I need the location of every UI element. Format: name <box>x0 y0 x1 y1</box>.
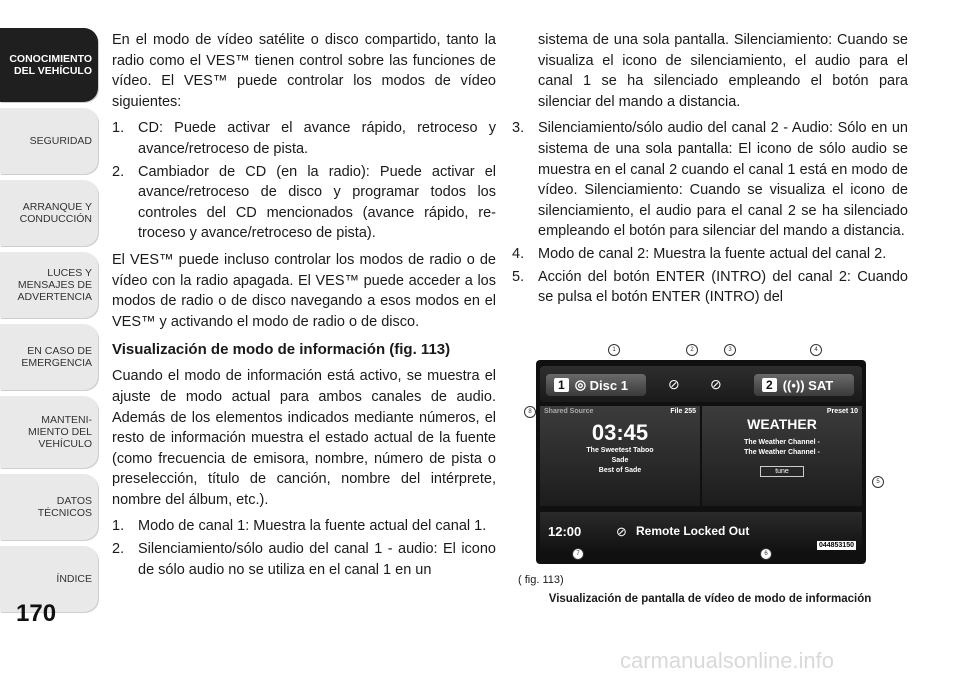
channel-1-panel <box>540 406 700 506</box>
list-number: 1. <box>112 518 125 535</box>
list-item <box>512 244 908 265</box>
section-heading: Visualización de modo de información (fig. 113) <box>112 341 451 359</box>
list-number: 2. <box>112 163 125 180</box>
channel-1-label: Disc 1 <box>589 377 628 393</box>
right-column <box>512 30 908 310</box>
tab-conocimiento-del-vehiculo[interactable]: CONOCIMIENTO DEL VEHÍCULO <box>0 28 98 102</box>
list-item <box>112 118 496 159</box>
preset-number: Preset 10 <box>826 408 858 415</box>
lock-icon: ⊘ <box>616 524 627 539</box>
paragraph: Cuando el modo de información está activo, se muestra el ajuste de modo actual para ambos canales de audio. Además de los elementos indicados mediante números, el resto de información muestra el estado actual de la fuente (como frecuencia de emisora, nombre, número de pista o preselección, título de canción, nombre del intérprete, nombre del álbum, etc.). <box>112 368 496 508</box>
artist-name: Sade <box>611 457 629 464</box>
callout-2: 2 <box>686 344 698 356</box>
list-text: Silenciamiento/sólo audio del canal 1 - audio: El icono de sólo audio no se utiliza en el canal 1 en un <box>138 541 496 578</box>
callout-8: 8 <box>524 406 536 418</box>
shared-source-label: Shared Source <box>544 408 594 415</box>
list-text: CD: Puede activar el avance rápido, retroceso y avance/retroceso de pista. <box>138 120 496 157</box>
satellite-icon: ((•)) <box>782 377 809 393</box>
clock: 12:00 <box>548 524 582 539</box>
tab-mantenimiento[interactable]: MANTENI- MIENTO DEL VEHÍCULO <box>0 396 98 468</box>
tab-seguridad[interactable]: SEGURIDAD <box>0 108 98 174</box>
list-number: 1. <box>112 120 125 137</box>
channel-2-label: SAT <box>808 377 834 393</box>
channel-name: WEATHER <box>747 416 817 432</box>
list-text: Modo de canal 1: Muestra la fuente actual del canal 1. <box>138 518 487 535</box>
paragraph: El VES™ puede incluso controlar los modos de radio o de vídeo con la radio apagada. El VES™ puede acceder a los modos de radio o de disco navegando a esos modos en el VES™ y activando el modo de radio o de disco. <box>112 251 496 330</box>
tab-indice[interactable]: ÍNDICE <box>0 546 98 612</box>
list-text: Acción del botón ENTER (INTRO) del canal 2: Cuando se pulsa el botón ENTER (INTRO) del <box>538 268 908 306</box>
figure-code: 044853150 <box>818 542 854 549</box>
tab-luces-y-mensajes[interactable]: LUCES Y MENSAJES DE ADVERTENCIA <box>0 252 98 318</box>
list-number: 2. <box>112 541 125 558</box>
callout-7: 7 <box>572 548 584 560</box>
tune-button: tune <box>760 466 804 477</box>
list-number: 4. <box>512 245 525 262</box>
callout-4: 4 <box>810 344 822 356</box>
channel-2-number: 2 <box>762 378 777 392</box>
paragraph: En el modo de vídeo satélite o disco compartido, tanto la radio como el VES™ tienen control sobre las funciones de vídeo. El VES™ puede controlar los modos de vídeo siguientes: <box>112 32 496 110</box>
watermark: carmanualsonline.info <box>620 648 835 673</box>
top-bar <box>540 366 862 402</box>
callout-6: 6 <box>760 548 772 560</box>
mute-icon-ch1: ⊘ <box>668 376 680 392</box>
video-screen <box>536 360 866 564</box>
list-item <box>512 118 908 242</box>
bottom-bar <box>540 512 862 552</box>
list-text: Silenciamiento/sólo audio del canal 2 - Audio: Sólo en un sistema de una sola pantalla: El icono de sólo audio se muestra en el canal 2 cuando el canal 1 está en modo de vídeo. Silenciamiento: Cuando se visualiza el icono de silenciamiento, el audio para el canal 2 se ha silenciado empleando el botón para silenciar del mando a distancia. <box>538 120 908 240</box>
channel-2-panel <box>702 406 862 506</box>
list-number: 5. <box>512 268 525 285</box>
callout-1: 1 <box>608 344 620 356</box>
figure-113 <box>520 340 898 572</box>
callout-3: 3 <box>724 344 736 356</box>
channel-line: The Weather Channel - <box>744 439 820 446</box>
channel-1-number: 1 <box>554 378 569 392</box>
list-item <box>112 516 496 537</box>
track-time: 03:45 <box>591 420 649 445</box>
album-name: Best of Sade <box>598 467 642 474</box>
page-number: 170 <box>16 600 57 627</box>
list-item <box>112 162 496 244</box>
file-number: File 255 <box>670 408 696 415</box>
remote-locked-status: Remote Locked Out <box>636 524 750 538</box>
list-number: 3. <box>512 120 525 137</box>
list-item <box>512 267 908 308</box>
list-text: Cambiador de CD (en la radio): Puede activar el avance/retroceso de disco y programar todos los controles del CD mencionados (avance rápido, retroceso y avance/retroceso de pista). <box>138 163 496 242</box>
disc-icon: ◎ <box>574 377 590 392</box>
list-text: Modo de canal 2: Muestra la fuente actual del canal 2. <box>538 245 887 262</box>
song-title: The Sweetest Taboo <box>586 447 654 454</box>
tab-datos-tecnicos[interactable]: DATOS TÉCNICOS <box>0 474 98 540</box>
callout-5: 5 <box>872 476 884 488</box>
paragraph: sistema de una sola pantalla. Silenciamiento: Cuando se visualiza el icono de silenciamiento, el audio para el canal 1 se ha silenciado empleando el botón para silenciar del mando a distancia. <box>538 32 908 110</box>
tab-arranque-y-conduccion[interactable]: ARRANQUE Y CONDUCCIÓN <box>0 180 98 246</box>
list-item <box>112 539 496 580</box>
mute-icon-ch2: ⊘ <box>710 376 722 392</box>
left-column <box>112 30 496 582</box>
tab-en-caso-de-emergencia[interactable]: EN CASO DE EMERGENCIA <box>0 324 98 390</box>
figure-number: ( fig. 113) <box>518 574 564 586</box>
channel-1-chip <box>546 374 646 396</box>
channel-line: The Weather Channel - <box>744 449 820 456</box>
channel-2-chip <box>754 374 854 396</box>
figure-title: Visualización de pantalla de vídeo de modo de información <box>548 593 872 605</box>
